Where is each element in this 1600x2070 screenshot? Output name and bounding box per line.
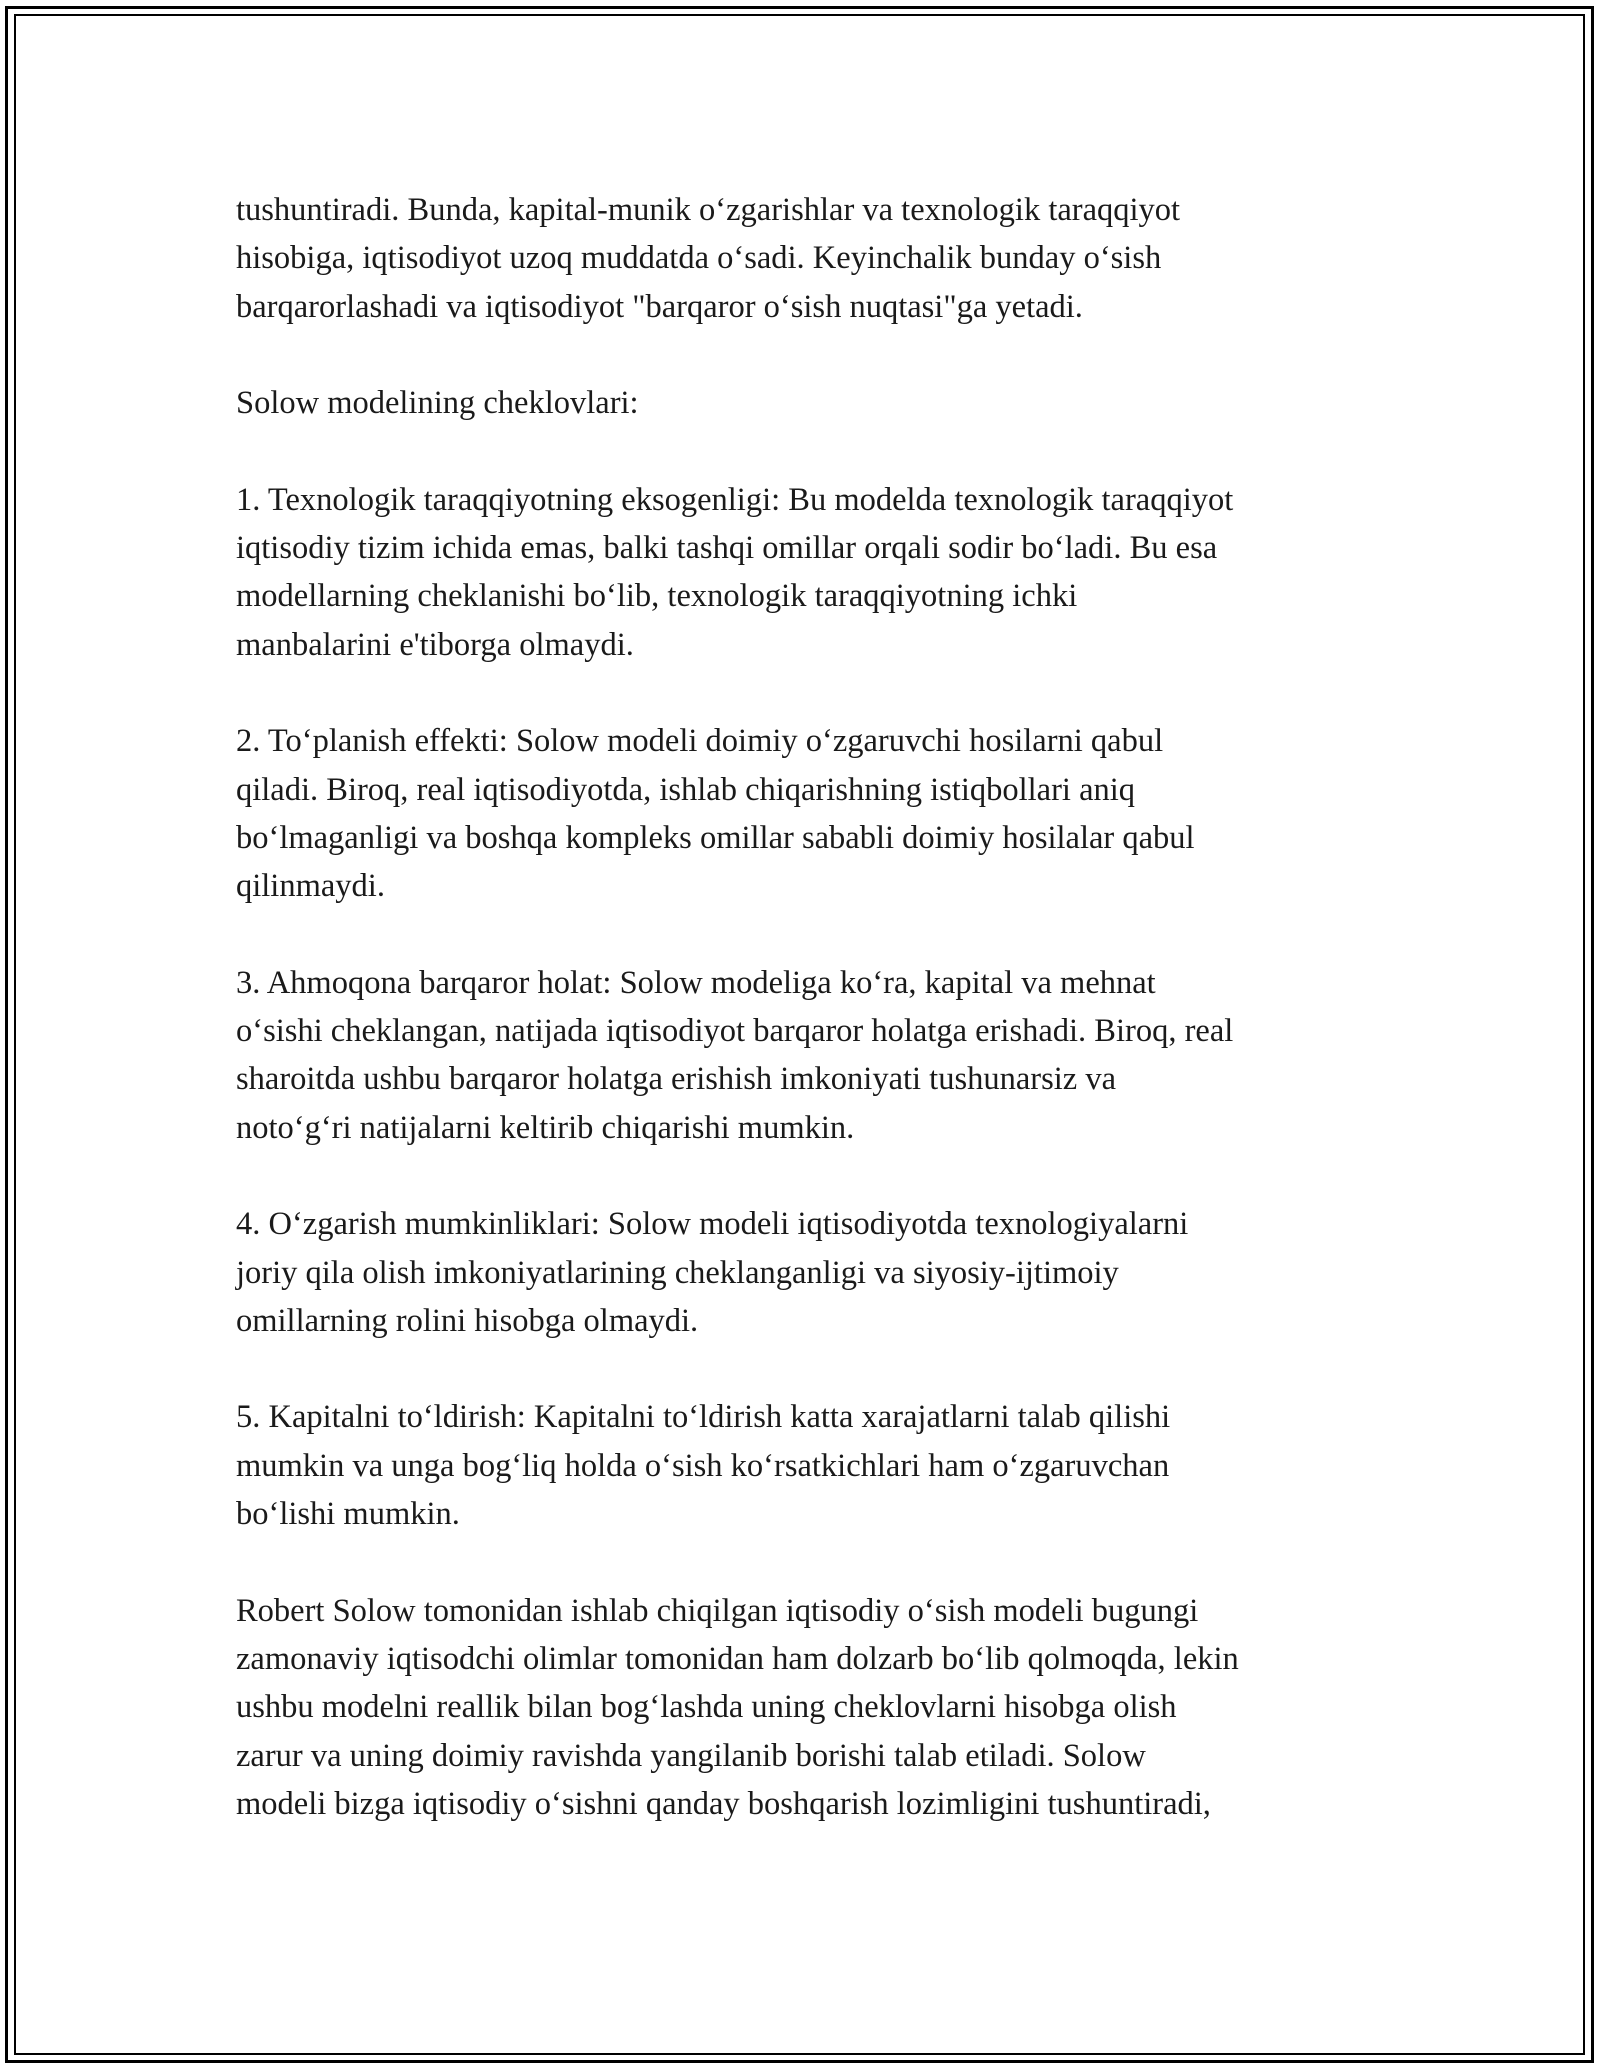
paragraph-spacer xyxy=(236,427,1386,475)
text-line: 3. Ahmoqona barqaror holat: Solow modeliga ko‘ra, kapital va mehnat xyxy=(236,964,1156,1001)
text-line: hisobiga, iqtisodiyot uzoq muddatda o‘sadi. Keyinchalik bunday o‘sish xyxy=(236,240,1162,277)
text-line: 4. O‘zgarish mumkinliklari: Solow modeli iqtisodiyotda texnologiyalarni xyxy=(236,1206,1189,1243)
paragraph-spacer xyxy=(236,669,1386,717)
text-line: modeli bizga iqtisodiy o‘sishni qanday boshqarish lozimligini tushuntiradi, xyxy=(236,1785,1211,1822)
text-line: qilinmaydi. xyxy=(236,868,385,905)
document-body xyxy=(236,186,1386,1828)
list-item-4 xyxy=(236,1200,1386,1345)
text-line: qiladi. Biroq, real iqtisodiyotda, ishlab chiqarishning istiqbollari aniq xyxy=(236,771,1136,808)
text-line: o‘sishi cheklangan, natijada iqtisodiyot barqaror holatga erishadi. Biroq, real xyxy=(236,1013,1234,1050)
text-line: iqtisodiy tizim ichida emas, balki tashqi omillar orqali sodir bo‘ladi. Bu esa xyxy=(236,530,1218,567)
paragraph-conclusion xyxy=(236,1587,1386,1828)
text-line: bo‘lmaganligi va boshqa kompleks omillar sababli doimiy hosilalar qabul xyxy=(236,819,1195,856)
text-line: tushuntiradi. Bunda, kapital-munik o‘zgarishlar va texnologik taraqqiyot xyxy=(236,192,1181,228)
paragraph-spacer xyxy=(236,331,1386,379)
text-line: noto‘g‘ri natijalarni keltirib chiqarishi mumkin. xyxy=(236,1109,855,1146)
text-line: 2. To‘planish effekti: Solow modeli doimiy o‘zgaruvchi hosilarni qabul xyxy=(236,723,1164,760)
paragraph-spacer xyxy=(236,1345,1386,1393)
list-item-5 xyxy=(236,1393,1386,1538)
section-heading-limitations xyxy=(236,379,1386,427)
text-line: sharoitda ushbu barqaror holatga erishish imkoniyati tushunarsiz va xyxy=(236,1061,1117,1098)
paragraph-spacer xyxy=(236,910,1386,958)
list-item-3 xyxy=(236,959,1386,1152)
text-line: mumkin va unga bog‘liq holda o‘sish ko‘rsatkichlari ham o‘zgaruvchan xyxy=(236,1447,1170,1484)
text-line: zarur va uning doimiy ravishda yangilanib borishi talab etiladi. Solow xyxy=(236,1737,1146,1774)
text-line: zamonaviy iqtisodchi olimlar tomonidan ham dolzarb bo‘lib qolmoqda, lekin xyxy=(236,1640,1239,1677)
text-line: bo‘lishi mumkin. xyxy=(236,1496,460,1533)
text-line: ushbu modelni reallik bilan bog‘lashda uning cheklovlarni hisobga olish xyxy=(236,1689,1177,1726)
text-line: barqarorlashadi va iqtisodiyot "barqaror o‘sish nuqtasi"ga yetadi. xyxy=(236,288,1083,325)
text-line: 1. Texnologik taraqqiyotning eksogenligi: Bu modelda texnologik taraqqiyot xyxy=(236,481,1234,518)
text-line: Robert Solow tomonidan ishlab chiqilgan iqtisodiy o‘sish modeli bugungi xyxy=(236,1592,1199,1629)
text-line: modellarning cheklanishi bo‘lib, texnologik taraqqiyotning ichki xyxy=(236,578,1078,615)
paragraph-spacer xyxy=(236,1152,1386,1200)
text-line: omillarning rolini hisobga olmaydi. xyxy=(236,1302,699,1339)
text-line: Solow modelining cheklovlari: xyxy=(236,385,639,422)
paragraph-spacer xyxy=(236,1538,1386,1586)
text-line: joriy qila olish imkoniyatlarining cheklanganligi va siyosiy-ijtimoiy xyxy=(236,1254,1119,1291)
text-line: 5. Kapitalni to‘ldirish: Kapitalni to‘ldirish katta xarajatlarni talab qilishi xyxy=(236,1399,1171,1436)
text-line: manbalarini e'tiborga olmaydi. xyxy=(236,626,634,663)
list-item-2 xyxy=(236,717,1386,910)
paragraph-intro-continuation xyxy=(236,186,1386,331)
list-item-1 xyxy=(236,476,1386,669)
